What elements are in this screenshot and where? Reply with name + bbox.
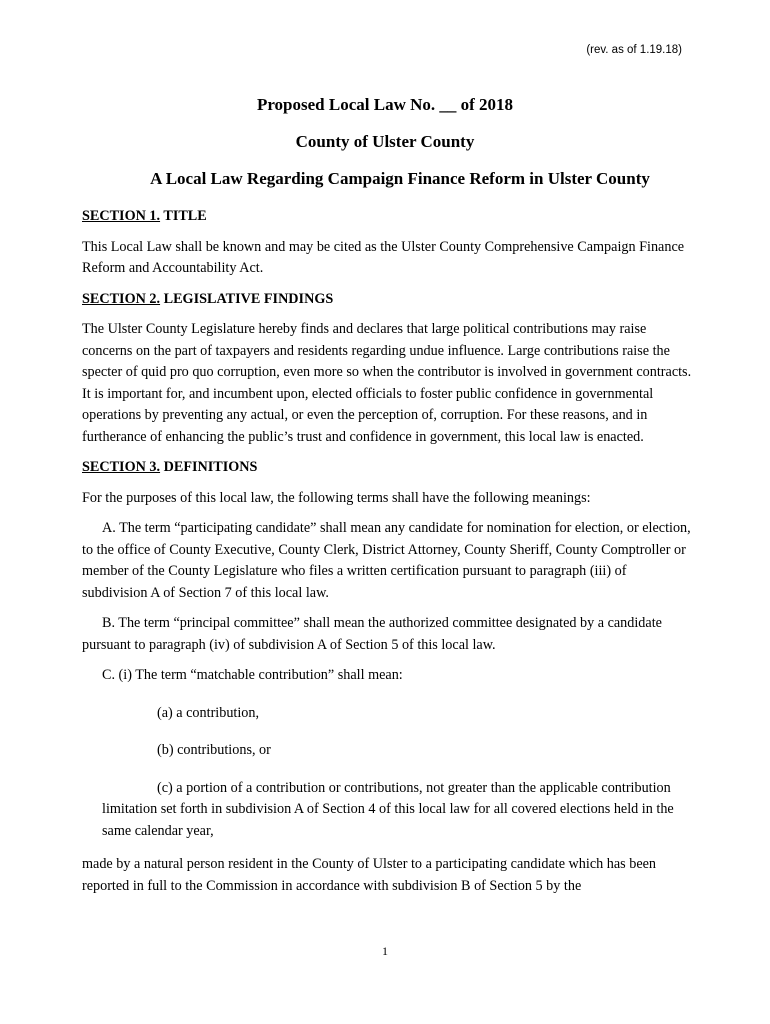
definition-c: C. (i) The term “matchable contribution” shall mean: <box>102 667 403 683</box>
section-3-intro: For the purposes of this local law, the following terms shall have the following meanings: <box>82 489 591 506</box>
definition-c-continuation: made by a natural person resident in the County of Ulster to a participating candidate which has been reported in full to the Commission in accordance with subdivision B of Section 5 by the <box>82 856 657 894</box>
definition-c-item-b: (b) contributions, or <box>157 742 271 758</box>
section-1-text: This Local Law shall be known and may be cited as the Ulster County Comprehensive Campaign Finance Reform and Accountability Act. <box>82 238 685 276</box>
section-3-heading <box>82 457 692 479</box>
document-law-title: A Local Law Regarding Campaign Finance Reform in Ulster County <box>150 169 650 188</box>
section-2-heading <box>82 289 692 311</box>
definition-c-item-c: (c) a portion of a contribution or contributions, not greater than the applicable contribution limitation set forth in subdivision A of Section 4 of this local law for all covered elections held in the same calendar year, <box>102 779 674 839</box>
section-2-text: The Ulster County Legislature hereby finds and declares that large political contributions may raise concerns on the part of taxpayers and residents regarding undue influence. Large contributions raise the specter of quid pro quo corruption, even more so when the contributor is involved in government contracts. It is important for, and incumbent upon, elected officials to foster public confidence in governmental operations by preventing any actual, or even the perception of, corruption. For these reasons, and in furtherance of enhancing the public’s trust and confidence in government, this local law is enacted. <box>82 321 692 445</box>
section-1-heading <box>82 206 692 228</box>
page-number: 1 <box>382 944 388 958</box>
definition-c-item-a: (a) a contribution, <box>157 704 260 721</box>
section-2-label: SECTION 2. <box>82 290 161 307</box>
section-3-label: SECTION 3. <box>82 459 161 475</box>
document-title: Proposed Local Law No. __ of 2018 <box>256 95 514 114</box>
section-2-title: LEGISLATIVE FINDINGS <box>160 290 334 307</box>
section-1-label: SECTION 1. <box>82 208 161 224</box>
definition-a: A. The term “participating candidate” shall mean any candidate for nomination for election, or election, to the office of County Executive, County Clerk, District Attorney, County Sheriff, County Comptroller or member of the County Legislature who files a written certification pursuant to paragraph (iii) of subdivision A of Section 7 of this local law. <box>82 520 691 601</box>
definition-b: B. The term “principal committee” shall mean the authorized committee designated by a candidate pursuant to paragraph (iv) of subdivision A of Section 5 of this local law. <box>82 615 662 653</box>
section-1-title: TITLE <box>160 208 207 224</box>
revision-note: (rev. as of 1.19.18) <box>586 44 682 56</box>
section-3-title: DEFINITIONS <box>160 459 258 475</box>
document-subtitle: County of Ulster County <box>295 132 475 151</box>
document-body <box>82 206 692 906</box>
